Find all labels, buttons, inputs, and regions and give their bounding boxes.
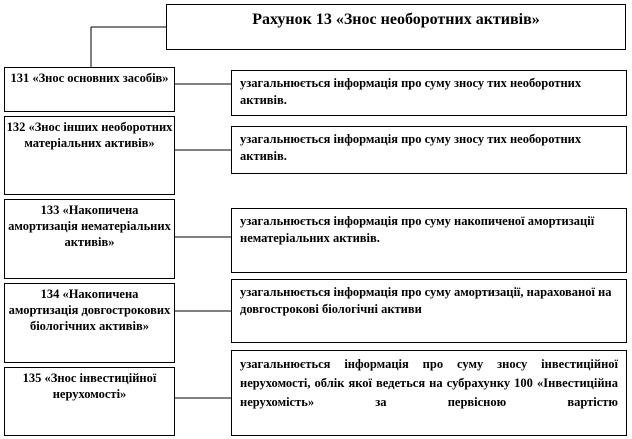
- account-box-133: 133 «Накопичена амортизація нематеріальних активів»: [4, 199, 175, 279]
- diagram-title: Рахунок 13 «Знос необоротних активів»: [166, 4, 626, 50]
- description-box-132: узагальнюється інформація про суму зносу тих необоротних активів.: [231, 126, 627, 174]
- account-box-134: 134 «Накопичена амортизація довгострокових біологічних активів»: [4, 283, 175, 363]
- account-box-132: 132 «Знос інших необоротних матеріальних активів»: [4, 116, 175, 195]
- account-box-131: 131 «Знос основних засобів»: [4, 67, 175, 112]
- description-box-135: узагальнюється інформація про суму зносу інвестиційної нерухомості, облік якої ведеться на субрахунку 100 «Інвестиційна нерухомість» за первісною вартістю: [231, 350, 627, 436]
- description-box-133: узагальнюється інформація про суму накопиченої амортизації нематеріальних активів.: [231, 208, 627, 273]
- description-box-131: узагальнюється інформація про суму зносу тих необоротних активів.: [231, 70, 627, 116]
- description-box-134: узагальнюється інформація про суму амортизації, нарахованої на довгострокові біологічні активи: [231, 279, 627, 343]
- account-box-135: 135 «Знос інвестиційної нерухомості»: [4, 367, 175, 436]
